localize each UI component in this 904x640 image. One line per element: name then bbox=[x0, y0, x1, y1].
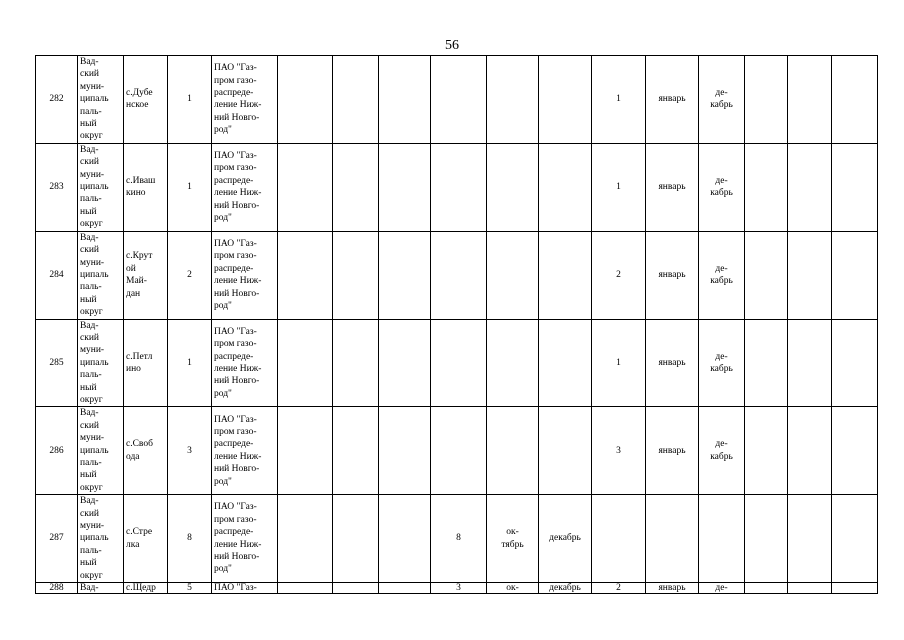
empty-cell bbox=[788, 495, 832, 583]
fact-start-cell: январь bbox=[646, 143, 699, 231]
empty-cell bbox=[788, 319, 832, 407]
empty-cell bbox=[379, 143, 431, 231]
empty-cell bbox=[379, 319, 431, 407]
fact-count-cell: 1 bbox=[592, 319, 646, 407]
organization-cell: ПАО "Газ- пром газо- распреде- ление Ниж- ний Новго- род" bbox=[212, 143, 278, 231]
fact-count-cell: 2 bbox=[592, 231, 646, 319]
empty-cell bbox=[333, 143, 379, 231]
register-table bbox=[35, 55, 878, 594]
plan-count-cell bbox=[431, 319, 487, 407]
table-row bbox=[36, 407, 878, 495]
empty-cell bbox=[278, 143, 333, 231]
table-row bbox=[36, 231, 878, 319]
plan-start-cell: ок- тябрь bbox=[487, 495, 539, 583]
fact-end-cell: де- кабрь bbox=[699, 407, 745, 495]
empty-cell bbox=[379, 495, 431, 583]
empty-cell bbox=[788, 56, 832, 144]
settlement-cell: с.Петл ино bbox=[124, 319, 168, 407]
empty-cell bbox=[788, 407, 832, 495]
organization-cell: ПАО "Газ- пром газо- распреде- ление Ниж- ний Новго- род" bbox=[212, 495, 278, 583]
fact-end-cell: де- кабрь bbox=[699, 231, 745, 319]
empty-cell bbox=[379, 56, 431, 144]
empty-cell bbox=[832, 407, 878, 495]
fact-start-cell bbox=[646, 495, 699, 583]
settlement-cell: с.Щедр bbox=[124, 583, 168, 594]
empty-cell bbox=[379, 407, 431, 495]
table-row bbox=[36, 319, 878, 407]
organization-cell: ПАО "Газ- bbox=[212, 583, 278, 594]
plan-count-cell bbox=[431, 231, 487, 319]
fact-count-cell: 1 bbox=[592, 56, 646, 144]
district-cell: Вад- ский муни- ципаль паль- ный округ bbox=[78, 495, 124, 583]
district-cell: Вад- ский муни- ципаль паль- ный округ bbox=[78, 319, 124, 407]
plan-end-cell bbox=[539, 143, 592, 231]
empty-cell bbox=[333, 407, 379, 495]
plan-start-cell bbox=[487, 407, 539, 495]
district-cell: Вад- bbox=[78, 583, 124, 594]
plan-end-cell bbox=[539, 407, 592, 495]
empty-cell bbox=[832, 495, 878, 583]
organization-cell: ПАО "Газ- пром газо- распреде- ление Ниж- ний Новго- род" bbox=[212, 407, 278, 495]
empty-cell bbox=[832, 583, 878, 594]
empty-cell bbox=[333, 583, 379, 594]
table-row bbox=[36, 143, 878, 231]
empty-cell bbox=[788, 583, 832, 594]
empty-cell bbox=[379, 583, 431, 594]
plan-start-cell bbox=[487, 231, 539, 319]
settlement-cell: с.Иваш кино bbox=[124, 143, 168, 231]
organization-cell: ПАО "Газ- пром газо- распреде- ление Ниж- ний Новго- род" bbox=[212, 56, 278, 144]
fact-count-cell: 2 bbox=[592, 583, 646, 594]
empty-cell bbox=[788, 143, 832, 231]
fact-start-cell: январь bbox=[646, 231, 699, 319]
fact-end-cell: де- bbox=[699, 583, 745, 594]
plan-end-cell: декабрь bbox=[539, 495, 592, 583]
settlement-cell: с.Стре лка bbox=[124, 495, 168, 583]
organization-cell: ПАО "Газ- пром газо- распреде- ление Ниж- ний Новго- род" bbox=[212, 319, 278, 407]
empty-cell bbox=[745, 583, 788, 594]
plan-end-cell: декабрь bbox=[539, 583, 592, 594]
object-count-cell: 5 bbox=[168, 583, 212, 594]
object-count-cell: 1 bbox=[168, 56, 212, 144]
page-number: 56 bbox=[445, 38, 459, 53]
fact-count-cell: 1 bbox=[592, 143, 646, 231]
object-count-cell: 3 bbox=[168, 407, 212, 495]
plan-start-cell bbox=[487, 319, 539, 407]
object-count-cell: 1 bbox=[168, 319, 212, 407]
row-number-cell: 283 bbox=[36, 143, 78, 231]
empty-cell bbox=[832, 319, 878, 407]
district-cell: Вад- ский муни- ципаль паль- ный округ bbox=[78, 407, 124, 495]
plan-end-cell bbox=[539, 319, 592, 407]
plan-start-cell bbox=[487, 143, 539, 231]
fact-start-cell: январь bbox=[646, 407, 699, 495]
empty-cell bbox=[278, 56, 333, 144]
row-number-cell: 284 bbox=[36, 231, 78, 319]
object-count-cell: 2 bbox=[168, 231, 212, 319]
settlement-cell: с.Крут ой Май- дан bbox=[124, 231, 168, 319]
fact-end-cell: де- кабрь bbox=[699, 319, 745, 407]
settlement-cell: с.Дубе нское bbox=[124, 56, 168, 144]
settlement-cell: с.Своб ода bbox=[124, 407, 168, 495]
empty-cell bbox=[333, 231, 379, 319]
plan-start-cell bbox=[487, 56, 539, 144]
empty-cell bbox=[745, 56, 788, 144]
district-cell: Вад- ский муни- ципаль паль- ный округ bbox=[78, 231, 124, 319]
empty-cell bbox=[278, 231, 333, 319]
fact-end-cell: де- кабрь bbox=[699, 143, 745, 231]
empty-cell bbox=[832, 143, 878, 231]
object-count-cell: 8 bbox=[168, 495, 212, 583]
district-cell: Вад- ский муни- ципаль паль- ный округ bbox=[78, 56, 124, 144]
empty-cell bbox=[379, 231, 431, 319]
empty-cell bbox=[788, 231, 832, 319]
table-row bbox=[36, 583, 878, 594]
fact-start-cell: январь bbox=[646, 319, 699, 407]
plan-count-cell: 3 bbox=[431, 583, 487, 594]
plan-count-cell bbox=[431, 407, 487, 495]
empty-cell bbox=[745, 143, 788, 231]
empty-cell bbox=[278, 495, 333, 583]
empty-cell bbox=[745, 495, 788, 583]
plan-start-cell: ок- bbox=[487, 583, 539, 594]
district-cell: Вад- ский муни- ципаль паль- ный округ bbox=[78, 143, 124, 231]
empty-cell bbox=[745, 319, 788, 407]
plan-count-cell: 8 bbox=[431, 495, 487, 583]
table-row bbox=[36, 56, 878, 144]
fact-start-cell: январь bbox=[646, 583, 699, 594]
row-number-cell: 282 bbox=[36, 56, 78, 144]
empty-cell bbox=[832, 56, 878, 144]
empty-cell bbox=[745, 407, 788, 495]
fact-start-cell: январь bbox=[646, 56, 699, 144]
empty-cell bbox=[278, 407, 333, 495]
empty-cell bbox=[278, 583, 333, 594]
fact-count-cell bbox=[592, 495, 646, 583]
fact-count-cell: 3 bbox=[592, 407, 646, 495]
empty-cell bbox=[333, 319, 379, 407]
plan-end-cell bbox=[539, 231, 592, 319]
row-number-cell: 285 bbox=[36, 319, 78, 407]
organization-cell: ПАО "Газ- пром газо- распреде- ление Ниж- ний Новго- род" bbox=[212, 231, 278, 319]
table-row bbox=[36, 495, 878, 583]
plan-end-cell bbox=[539, 56, 592, 144]
object-count-cell: 1 bbox=[168, 143, 212, 231]
empty-cell bbox=[333, 56, 379, 144]
row-number-cell: 287 bbox=[36, 495, 78, 583]
empty-cell bbox=[333, 495, 379, 583]
empty-cell bbox=[278, 319, 333, 407]
plan-count-cell bbox=[431, 143, 487, 231]
fact-end-cell bbox=[699, 495, 745, 583]
empty-cell bbox=[832, 231, 878, 319]
row-number-cell: 286 bbox=[36, 407, 78, 495]
plan-count-cell bbox=[431, 56, 487, 144]
empty-cell bbox=[745, 231, 788, 319]
fact-end-cell: де- кабрь bbox=[699, 56, 745, 144]
row-number-cell: 288 bbox=[36, 583, 78, 594]
